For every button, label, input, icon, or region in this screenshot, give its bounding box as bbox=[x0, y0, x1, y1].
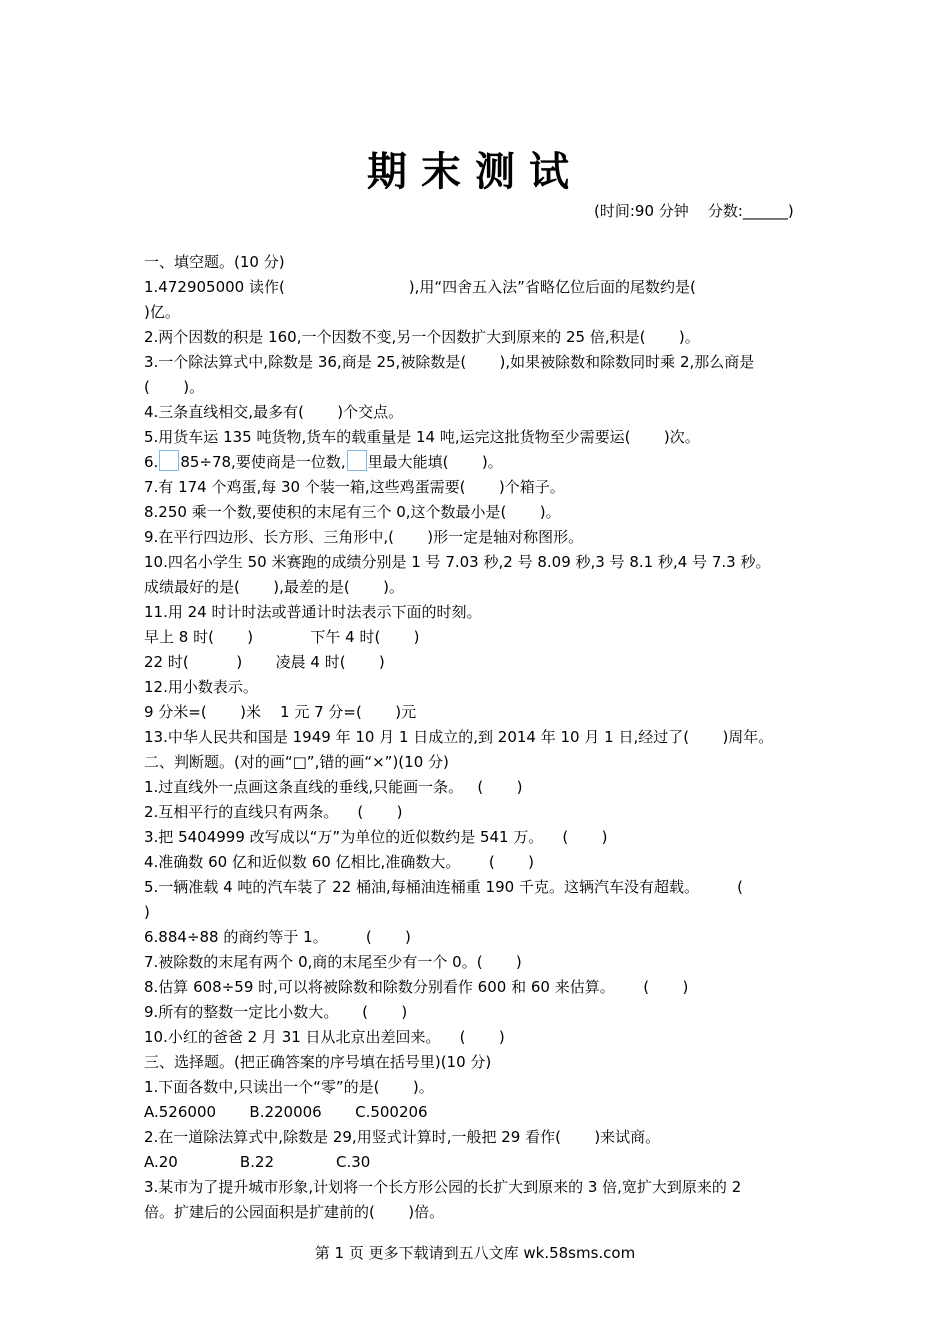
answer-box[interactable] bbox=[347, 450, 367, 471]
section-heading-fill: 一、填空题。(10 分) bbox=[144, 253, 285, 271]
question-line: 9.所有的整数一定比小数大。 ( ) bbox=[144, 1003, 408, 1021]
question-options: A.526000 B.220006 C.500206 bbox=[144, 1103, 428, 1121]
question-line: 9.在平行四边形、长方形、三角形中,( )形一定是轴对称图形。 bbox=[144, 528, 584, 546]
section-heading-choice: 三、选择题。(把正确答案的序号填在括号里)(10 分) bbox=[144, 1053, 492, 1071]
q6-part2: 85÷78,要使商是一位数, bbox=[180, 453, 346, 471]
question-line: 2.互相平行的直线只有两条。 ( ) bbox=[144, 803, 403, 821]
question-options: A.20 B.22 C.30 bbox=[144, 1153, 371, 1171]
question-line: 成绩最好的是( ),最差的是( )。 bbox=[144, 578, 404, 596]
question-line: 6.884÷88 的商约等于 1。 ( ) bbox=[144, 928, 411, 946]
question-line: 5.一辆准载 4 吨的汽车装了 22 桶油,每桶油连桶重 190 千克。这辆汽车没有超载。 ( bbox=[144, 878, 743, 896]
question-line: 倍。扩建后的公园面积是扩建前的( )倍。 bbox=[144, 1203, 445, 1221]
question-line: 5.用货车运 135 吨货物,货车的载重量是 14 吨,运完这批货物至少需要运( )次。 bbox=[144, 428, 700, 446]
page-footer: 第 1 页 更多下载请到五八文库 wk.58sms.com bbox=[314, 1244, 636, 1262]
question-line: 3.把 5404999 改写成以“万”为单位的近似数约是 541 万。 ( ) bbox=[144, 828, 608, 846]
question-line: 2.两个因数的积是 160,一个因数不变,另一个因数扩大到原来的 25 倍,积是( )。 bbox=[144, 328, 700, 346]
question-line: 11.用 24 时计时法或普通计时法表示下面的时刻。 bbox=[144, 603, 482, 621]
question-line: 2.在一道除法算式中,除数是 29,用竖式计算时,一般把 29 看作( )来试商。 bbox=[144, 1128, 661, 1146]
question-line: 8.估算 608÷59 时,可以将被除数和除数分别看作 600 和 60 来估算。 ( ) bbox=[144, 978, 689, 996]
question-line: 3.某市为了提升城市形象,计划将一个长方形公园的长扩大到原来的 3 倍,宽扩大到原来的 2 bbox=[144, 1178, 742, 1196]
question-line: 22 时( ) 凌晨 4 时( ) bbox=[144, 653, 385, 671]
question-line: 10.小红的爸爸 2 月 31 日从北京出差回来。 ( ) bbox=[144, 1028, 505, 1046]
question-line: 1.472905000 读作( ),用“四舍五入法”省略亿位后面的尾数约是( bbox=[144, 278, 696, 296]
question-line: 7.有 174 个鸡蛋,每 30 个装一箱,这些鸡蛋需要( )个箱子。 bbox=[144, 478, 565, 496]
exam-meta: (时间:90 分钟 分数:______) bbox=[594, 202, 794, 220]
question-line: 1.下面各数中,只读出一个“零”的是( )。 bbox=[144, 1078, 434, 1096]
question-line: 8.250 乘一个数,要使积的末尾有三个 0,这个数最小是( )。 bbox=[144, 503, 561, 521]
exam-content bbox=[144, 250, 814, 1225]
question-line: 3.一个除法算式中,除数是 36,商是 25,被除数是( ),如果被除数和除数同时乘 2,那么商是 bbox=[144, 353, 755, 371]
question-line-6 bbox=[144, 450, 814, 475]
question-line: 9 分米=( )米 1 元 7 分=( )元 bbox=[144, 703, 417, 721]
question-line: 4.准确数 60 亿和近似数 60 亿相比,准确数大。 ( ) bbox=[144, 853, 535, 871]
question-line: 早上 8 时( ) 下午 4 时( ) bbox=[144, 628, 420, 646]
question-line: 13.中华人民共和国是 1949 年 10 月 1 日成立的,到 2014 年 10 月 1 日,经过了( )周年。 bbox=[144, 728, 774, 746]
q6-part1: 6. bbox=[144, 453, 159, 471]
question-line: ) bbox=[144, 903, 150, 921]
section-heading-judge: 二、判断题。(对的画“□”,错的画“×”)(10 分) bbox=[144, 753, 449, 771]
page-title: 期末测试 bbox=[367, 149, 583, 195]
answer-box[interactable] bbox=[159, 450, 179, 471]
question-line: )亿。 bbox=[144, 303, 180, 321]
question-line: 10.四名小学生 50 米赛跑的成绩分别是 1 号 7.03 秒,2 号 8.09 秒,3 号 8.1 秒,4 号 7.3 秒。 bbox=[144, 553, 771, 571]
q6-part3: 里最大能填( )。 bbox=[367, 453, 503, 471]
question-line: 12.用小数表示。 bbox=[144, 678, 258, 696]
question-line: 7.被除数的末尾有两个 0,商的末尾至少有一个 0。( ) bbox=[144, 953, 522, 971]
question-line: 4.三条直线相交,最多有( )个交点。 bbox=[144, 403, 404, 421]
question-line: 1.过直线外一点画这条直线的垂线,只能画一条。 ( ) bbox=[144, 778, 523, 796]
question-line: ( )。 bbox=[144, 378, 205, 396]
